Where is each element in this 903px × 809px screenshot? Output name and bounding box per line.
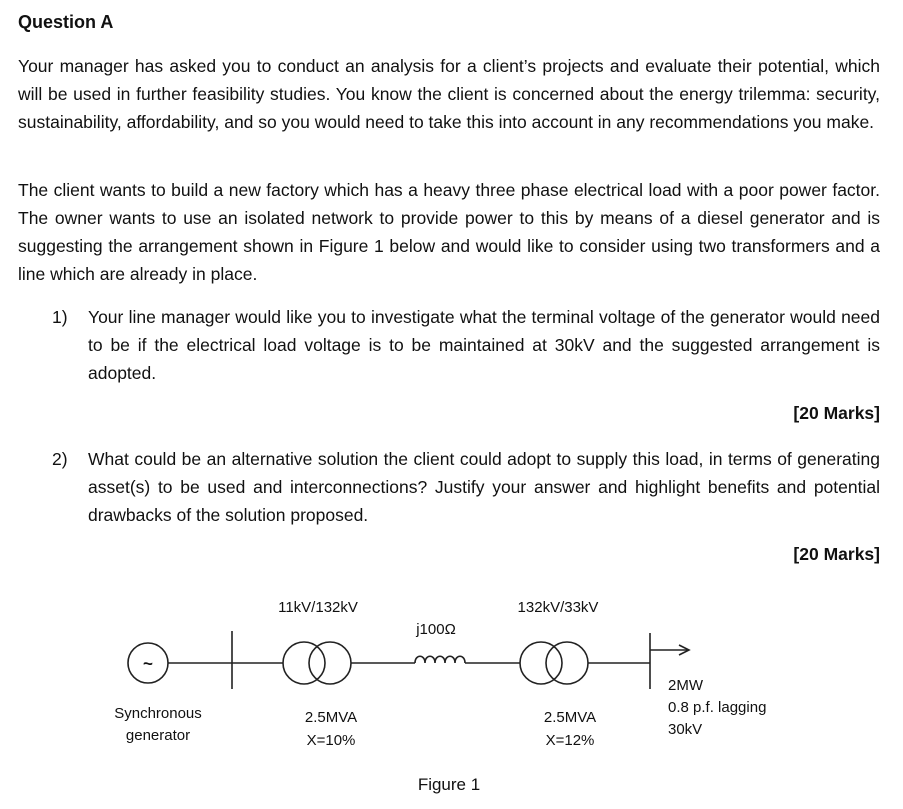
generator-symbol-glyph: ~ — [143, 654, 153, 673]
line-impedance: j100Ω — [416, 621, 456, 638]
scenario-paragraph: The client wants to build a new factory which has a heavy three phase electrical load with a poor power factor. The owner wants to use an isolated network to provide power to this by means of a diesel generator and is suggesting the arrangement shown in Figure 1 below and would like to consider using two transformers and a line which are already in place. — [18, 180, 880, 284]
load-voltage: 30kV — [668, 721, 703, 738]
load-power: 2MW — [668, 677, 703, 694]
question-number: 2) — [52, 449, 68, 469]
question-text: What could be an alternative solution the client could adopt to supply this load, in terms of generating asset(s) to be used and interconnections? Justify your answer and highlight benefits and potential drawbacks of the solution proposed. — [88, 449, 880, 525]
transformer-1-rating: 2.5MVA — [304, 709, 358, 726]
intro-paragraph: Your manager has asked you to conduct an analysis for a client’s projects and evaluate their potential, which will be used in further feasibility studies. You know the client is concerned about the energy trilemma: security, sustainability, affordability, and so you would need to take this into account in any recommendations you make. — [18, 56, 880, 132]
question-text: Your line manager would like you to investigate what the terminal voltage of the generator would need to be if the electrical load voltage is to be maintained at 30kV and the suggested arrangement is adopted. — [88, 307, 880, 383]
transformer-1-reactance: X=10% — [306, 732, 356, 749]
transformer-1-ratio: 11kV/132kV — [278, 599, 358, 616]
generator-label: Synchronous — [114, 705, 202, 722]
load-power-factor: 0.8 p.f. lagging — [668, 699, 767, 716]
question-number: 1) — [52, 307, 68, 327]
question-heading: Question A — [18, 12, 114, 32]
generator-label: generator — [125, 727, 191, 744]
transformer-2-ratio: 132kV/33kV — [517, 599, 599, 616]
marks-label-1: [20 Marks] — [793, 403, 880, 423]
transformer-2-rating: 2.5MVA — [543, 709, 597, 726]
marks-label-2: [20 Marks] — [793, 544, 880, 564]
transformer-2-symbol — [520, 642, 562, 684]
transformer-1-symbol — [283, 642, 325, 684]
line-inductor-symbol — [415, 656, 465, 663]
transformer-2-reactance: X=12% — [545, 732, 595, 749]
figure-caption: Figure 1 — [417, 775, 481, 794]
